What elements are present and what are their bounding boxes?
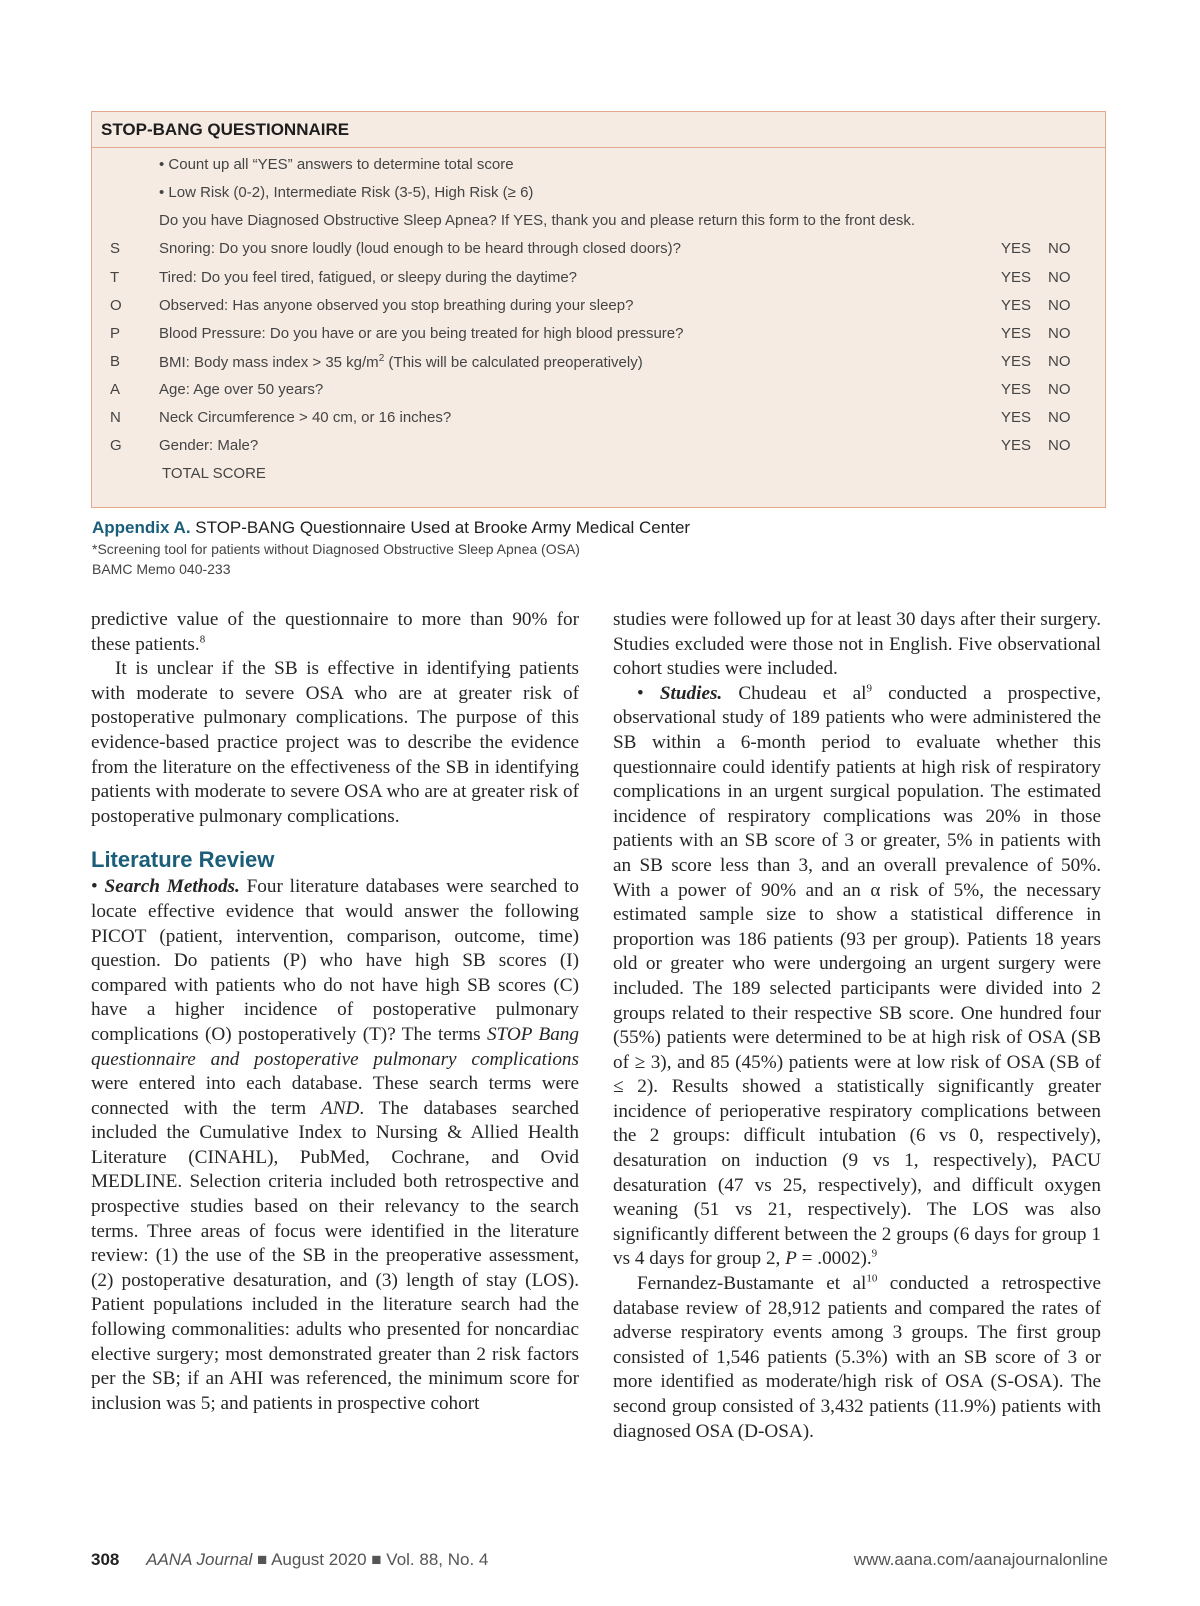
section-heading: Literature Review	[91, 847, 275, 873]
item-letter: B	[110, 353, 121, 370]
questionnaire-header	[92, 112, 1105, 148]
volume: Vol. 88, No. 4	[386, 1550, 489, 1569]
no-option[interactable]: NO	[1048, 437, 1071, 454]
no-option[interactable]: NO	[1048, 409, 1071, 426]
item-question-bmi	[159, 353, 643, 371]
issue-date: August 2020	[271, 1550, 367, 1569]
stop-bang-questionnaire	[91, 111, 1106, 508]
item-letter: T	[110, 269, 120, 286]
paragraph-text: Four literature databases were searched to locate effective evidence that would answer the following PICOT (patient, intervention, comparison, outcome, time) question. Do patients (P) who have high SB scores (I) compared with patients who do not have high SB scores (C) have a higher incidence of postoperative pulmonary complications (O) postoperatively (T)? The terms	[91, 876, 580, 1045]
bmi-text-after: (This will be calculated preoperatively)	[384, 354, 643, 371]
yes-option[interactable]: YES	[1001, 353, 1032, 370]
yes-option[interactable]: YES	[1001, 381, 1032, 398]
paragraph: studies were followed up for at least 30 days after their surgery. Studies excluded were those not in English. Five observational cohort studies were included.	[613, 609, 1101, 680]
yes-option[interactable]: YES	[1001, 297, 1032, 314]
instruction-risk: • Low Risk (0-2), Intermediate Risk (3-5), High Risk (≥ 6)	[159, 184, 534, 201]
paragraph-text: predictive value of the questionnaire to more than 90% for these patients.	[91, 609, 579, 655]
yes-option[interactable]: YES	[1001, 240, 1032, 257]
item-question: Gender: Male?	[159, 437, 259, 454]
paragraph-text: conducted a retrospective database review of 28,912 patients and compared the rates of adverse respiratory events among 3 groups. The first group consisted of 1,546 patients (5.3%) with an SB score of 3 or more identified as moderate/high risk of OSA (S-OSA). The second group consisted of 3,432 patients (11.9%) patients with diagnosed OSA (D-OSA).	[613, 1273, 1101, 1442]
caption-note: *Screening tool for patients without Diagnosed Obstructive Sleep Apnea (OSA)	[92, 541, 580, 557]
item-letter: N	[110, 409, 121, 426]
left-column	[91, 608, 579, 1416]
figure-caption	[92, 518, 690, 538]
paragraph: It is unclear if the SB is effective in identifying patients with moderate to severe OSA who are at greater risk of postoperative pulmonary complications. The purpose of this evidence-based practice project was to describe the evidence from the literature on the effectiveness of the SB in identifying patients with moderate to severe OSA who are at greater risk of postoperative pulmonary complications.	[91, 658, 579, 827]
item-question: Age: Age over 50 years?	[159, 381, 324, 398]
bmi-superscript: 2	[378, 353, 385, 364]
paragraph	[613, 1272, 1101, 1444]
item-letter: G	[110, 437, 122, 454]
page-number: 308	[91, 1550, 120, 1569]
total-score-label: TOTAL SCORE	[162, 465, 266, 482]
run-in-head: Search Methods.	[104, 876, 240, 898]
paragraph-text: Chudeau et al	[722, 682, 867, 704]
yes-option[interactable]: YES	[1001, 437, 1032, 454]
yes-option[interactable]: YES	[1001, 325, 1032, 342]
footer-left	[91, 1550, 488, 1570]
reference-8[interactable]: 8	[199, 633, 206, 646]
yes-option[interactable]: YES	[1001, 409, 1032, 426]
item-question: Tired: Do you feel tired, fatigued, or sleepy during the daytime?	[159, 269, 578, 286]
separator: ■	[371, 1550, 382, 1569]
no-option[interactable]: NO	[1048, 297, 1071, 314]
no-option[interactable]: NO	[1048, 381, 1071, 398]
journal-url[interactable]: www.aana.com/aanajournalonline	[853, 1550, 1108, 1569]
yes-option[interactable]: YES	[1001, 269, 1032, 286]
item-letter: A	[110, 381, 121, 398]
caption-title: STOP-BANG Questionnaire Used at Brooke Army Medical Center	[195, 518, 691, 537]
item-question: Neck Circumference > 40 cm, or 16 inches?	[159, 409, 452, 426]
caption-label: Appendix A.	[92, 518, 191, 537]
instruction-count: • Count up all “YES” answers to determine total score	[159, 156, 514, 173]
reference-9[interactable]: 9	[866, 682, 873, 695]
item-question: Observed: Has anyone observed you stop breathing during your sleep?	[159, 297, 634, 314]
paragraph-text: . The databases searched included the Cumulative Index to Nursing & Allied Health Literature (CINAHL), PubMed, Cochrane, and Ovid MEDLINE. Selection criteria included both retrospective and prospective studies based on their relevancy to the search terms. Three areas of focus were identified in the literature review: (1) the use of the SB in the preoperative assessment, (2) postoperative desaturation, and (3) length of stay (LOS). Patient populations included in the literature search had the following commonalities: adults who presented for noncardiac elective surgery; most demonstrated greater than 2 risk factors per the SB; if an AHI was referenced, the minimum score for inclusion was 5; and patients in prospective cohort	[91, 1097, 579, 1414]
paragraph-search-methods: • Search Methods. Four literature databases were searched to locate effective evidence that would answer the following PICOT (patient, intervention, comparison, outcome, time) question. Do patients (P) who have high SB scores (I) compared with patients who do not have high SB scores (C) have a higher incidence of postoperative pulmonary complications (O) postoperatively (T)? The terms STOP Bang questionnaire and postoperative pulmonary complications were entered into each database. These search terms were connected with the term AND. The databases searched included the Cumulative Index to Nursing & Allied Health Literature (CINAHL), PubMed, Cochrane, and Ovid MEDLINE. Selection criteria included both retrospective and prospective studies based on their relevancy to the search terms. Three areas of focus were identified in the literature review: (1) the use of the SB in the preoperative assessment, (2) postoperative desaturation, and (3) length of stay (LOS). Patient populations included in the literature search had the following commonalities: adults who presented for noncardiac elective surgery; most demonstrated greater than 2 risk factors per the SB; if an AHI was referenced, the minimum score for inclusion was 5; and patients in prospective cohort	[91, 876, 580, 1414]
search-terms: STOP Bang questionnaire and postoperative pulmonary complications	[91, 1023, 579, 1070]
no-option[interactable]: NO	[1048, 240, 1071, 257]
paragraph-text: = .0002).	[796, 1248, 872, 1270]
paragraph-studies: • Studies. Chudeau et $al^9$ conducted a prospective, observational study of 189 patients who were administered the SB within a 6-month period to evaluate whether this questionnaire could identify patients at high risk of respiratory complications in an urgent surgical population. The estimated incidence of respiratory complications was 20% in those patients with an SB score of 3 or greater, 5% in patients with an SB score less than 3, and an overall prevalence of 50%. With a power of 90% and an α risk of 5%, the necessary estimated sample size to show a statistical difference in proportion was 186 patients (93 per group). Patients 18 years old or greater who were undergoing an urgent surgery were included. The 189 selected participants were divided into 2 groups related to their respective SB score. One hundred four (55%) patients were determined to be at high risk of OSA (SB of ≥ 3), and 85 (45%) patients were at low risk of OSA (SB of ≤ 2). Results showed a statistically significantly greater incidence of perioperative respiratory complications between the 2 groups: difficult intubation (6 vs 0, respectively), desaturation on induction (9 vs 1, respectively), PACU desaturation (47 vs 25, respectively), and difficult oxygen weaning (51 vs 21, respectively). The LOS was also significantly different between the 2 groups (6 days for group 1 vs 4 days for group 2, P = .0002).$^9$	[613, 682, 1101, 1270]
no-option[interactable]: NO	[1048, 325, 1071, 342]
no-option[interactable]: NO	[1048, 269, 1071, 286]
boolean-term: AND	[321, 1097, 360, 1119]
item-letter: S	[110, 240, 121, 257]
item-question: Snoring: Do you snore loudly (loud enough to be heard through closed doors)?	[159, 240, 682, 257]
reference-9[interactable]: 9	[871, 1248, 878, 1261]
bmi-text: BMI: Body mass index > 35 kg/m	[159, 354, 379, 371]
item-letter: O	[110, 297, 122, 314]
right-column	[613, 608, 1101, 1444]
caption-memo: BAMC Memo 040-233	[92, 561, 231, 577]
questionnaire-title: STOP-BANG QUESTIONNAIRE	[101, 120, 350, 139]
no-option[interactable]: NO	[1048, 353, 1071, 370]
separator: ■	[257, 1550, 268, 1569]
item-question: Blood Pressure: Do you have or are you being treated for high blood pressure?	[159, 325, 684, 342]
paragraph-text: Fernandez-Bustamante et al	[637, 1273, 867, 1295]
run-in-head: Studies.	[659, 682, 723, 704]
instruction-diagnosed: Do you have Diagnosed Obstructive Sleep Apnea? If YES, thank you and please return this form to the front desk.	[159, 212, 916, 229]
p-value-symbol: P	[785, 1248, 797, 1270]
paragraph	[91, 608, 579, 657]
paragraph-text: conducted a prospective, observational study of 189 patients who were administered the SB within a 6-month period to evaluate whether this questionnaire could identify patients at high risk of respiratory complications in an urgent surgical population. The estimated incidence of respiratory complications was 20% in those patients with an SB score of 3 or greater, 5% in patients with an SB score less than 3, and an overall prevalence of 50%. With a power of 90% and an α risk of 5%, the necessary estimated sample size to show a statistical difference in proportion was 186 patients (93 per group). Patients 18 years old or greater who were undergoing an urgent surgery were included. The 189 selected participants were divided into 2 groups related to their respective SB score. One hundred four (55%) patients were determined to be at high risk of OSA (SB of ≥ 3), and 85 (45%) patients were at low risk of OSA (SB of ≤ 2). Results showed a statistically significantly greater incidence of perioperative respiratory complications between the 2 groups: difficult intubation (6 vs 0, respectively), desaturation on induction (9 vs 1, respectively), PACU desaturation (47 vs 25, respectively), and difficult oxygen weaning (51 vs 21, respectively). The LOS was also significantly different between the 2 groups (6 days for group 1 vs 4 days for group 2,	[613, 682, 1101, 1270]
paragraph-text: were entered into each database. These search terms were connected with the term	[91, 1073, 579, 1119]
reference-10[interactable]: 10	[866, 1272, 878, 1285]
item-letter: P	[110, 325, 121, 342]
journal-name: AANA Journal	[146, 1550, 253, 1569]
